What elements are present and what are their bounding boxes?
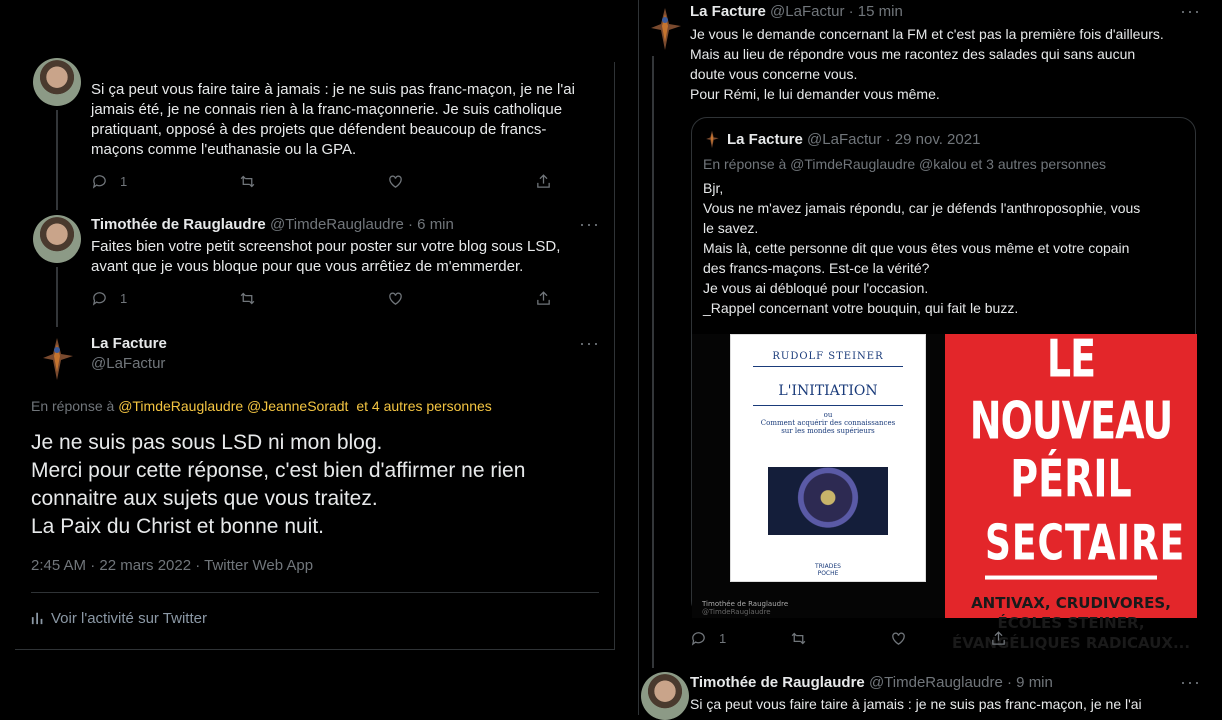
share-icon	[535, 173, 552, 190]
bird-logo-icon	[702, 129, 722, 149]
thread-line	[56, 110, 58, 210]
view-activity-label: Voir l'activité sur Twitter	[51, 610, 207, 627]
book-publisher: TRIADES	[815, 563, 841, 570]
tweet-actions	[91, 290, 683, 307]
quoted-header	[727, 130, 980, 150]
text-line: connaitre aux sujets que vous traitez.	[31, 487, 378, 510]
more-options-icon[interactable]: ···	[1180, 672, 1201, 692]
share-icon	[990, 630, 1007, 647]
quoted-tweet[interactable]	[691, 117, 1196, 652]
book-subtitle: ou	[823, 411, 833, 419]
book-subtitle: ÉVANGÉLIQUES RADICAUX...	[951, 634, 1191, 652]
mini-tweet-footer	[702, 600, 788, 616]
tweet-header	[91, 334, 167, 374]
reply-button[interactable]	[91, 290, 239, 307]
reply-prefix: En réponse à	[31, 398, 115, 414]
divider	[753, 366, 903, 367]
like-button[interactable]	[890, 630, 990, 647]
author-name[interactable]: Timothée de Rauglaudre	[91, 216, 266, 233]
tweet-time[interactable]: · 9 min	[1007, 674, 1053, 691]
more-options-icon[interactable]: ···	[579, 214, 600, 234]
book-title-line: SECTAIRE	[985, 513, 1157, 579]
text-line: Mais là, cette personne dit que vous êtes vous même et votre copain	[703, 240, 1130, 256]
text-line: Pour Rémi, le lui demander vous même.	[690, 86, 940, 102]
heart-icon	[890, 630, 907, 647]
author-handle[interactable]: @LaFactur	[91, 355, 166, 372]
like-button[interactable]	[387, 173, 535, 190]
reply-context: En réponse à @TimdeRauglaudre @kalou et 3 autres personnes	[703, 156, 1107, 172]
conversation-left-panel	[15, 62, 615, 650]
divider	[753, 405, 903, 406]
reply-count: 1	[120, 174, 128, 189]
share-icon	[535, 290, 552, 307]
text-line: _Rappel concernant votre bouquin, qui fait le buzz.	[703, 300, 1019, 316]
tweet-text: Faites bien votre petit screenshot pour poster sur votre blog sous LSD, avant que je vous bloque pour que vous arrêtiez de m'emmerder.	[91, 238, 561, 275]
book-title-line: PÉRIL	[1010, 449, 1132, 509]
reply-mentions[interactable]: @TimdeRauglaudre @JeanneSoradt	[118, 398, 349, 414]
tweet-time[interactable]: · 6 min	[408, 216, 454, 233]
reply-context	[31, 396, 492, 416]
tweet-text: Si ça peut vous faire taire à jamais : je ne suis pas franc-maçon, je ne l'ai jamais été, je ne connais rien à la franc-maçonnerie. Je suis catholique pratiquant, opposé à des projets que défendent beaucoup de francs-maçons comme l'euthanasie ou la GPA.	[91, 81, 575, 158]
avatar[interactable]	[33, 215, 81, 263]
text-line: Merci pour cette réponse, c'est bien d'affirmer ne rien	[31, 459, 526, 482]
author-name[interactable]: Timothée de Rauglaudre	[690, 674, 865, 691]
book-author: RUDOLF STEINER	[772, 351, 884, 362]
heart-icon	[387, 173, 404, 190]
quoted-text	[703, 178, 1193, 318]
avatar[interactable]	[641, 672, 689, 720]
retweet-icon	[239, 290, 256, 307]
book-cover-steiner	[730, 334, 926, 582]
quoted-image-2[interactable]	[945, 329, 1197, 652]
reply-icon	[91, 173, 108, 190]
analytics-icon	[31, 611, 45, 625]
retweet-button[interactable]	[790, 630, 890, 647]
author-name[interactable]: La Facture	[91, 335, 167, 352]
book-subtitle: ÉCOLES STEINER,	[997, 614, 1145, 632]
text-line: Je vous le demande concernant la FM et c'est pas la première fois d'ailleurs.	[690, 26, 1164, 42]
text-line: doute vous concerne vous.	[690, 66, 858, 82]
avatar[interactable]	[641, 4, 689, 52]
reply-icon	[690, 630, 707, 647]
tweet-meta[interactable]: 2:45 AM · 22 mars 2022 · Twitter Web App	[31, 557, 314, 574]
tweet-header	[690, 673, 1053, 693]
reply-others[interactable]: et 4 autres personnes	[356, 398, 492, 414]
retweet-button[interactable]	[239, 173, 387, 190]
main-tweet-text	[31, 429, 601, 541]
book-subtitle: ANTIVAX, CRUDIVORES,	[971, 594, 1171, 612]
share-button[interactable]	[990, 630, 1090, 647]
conversation-right-panel	[638, 0, 1222, 715]
view-activity-link[interactable]	[31, 609, 207, 629]
text-line: des francs-maçons. Est-ce la vérité?	[703, 260, 930, 276]
text-line: Bjr,	[703, 180, 724, 196]
reply-button[interactable]	[690, 630, 790, 647]
author-handle[interactable]: @TimdeRauglaudre	[868, 674, 1003, 691]
reply-icon	[91, 290, 108, 307]
mini-name: Timothée de Rauglaudre	[702, 600, 789, 608]
text-line: Je ne suis pas sous LSD ni mon blog.	[31, 431, 383, 454]
book-publisher: POCHE	[817, 570, 839, 577]
reply-count: 1	[719, 631, 727, 646]
bird-logo-icon	[641, 4, 689, 52]
text-line: La Paix du Christ et bonne nuit.	[31, 515, 325, 538]
mini-handle: @TimdeRauglaudre	[702, 608, 771, 616]
text-line: Mais au lieu de répondre vous me racontez des salades qui sans aucun	[690, 46, 1136, 62]
book-subtitle: Comment acquérir des connaissances	[760, 419, 896, 427]
reply-button[interactable]	[91, 173, 239, 190]
tweet-header	[690, 2, 903, 22]
divider	[31, 592, 599, 593]
author-handle[interactable]: @TimdeRauglaudre	[269, 216, 404, 233]
book-title: L'INITIATION	[778, 383, 878, 399]
text-line: Vous ne m'avez jamais répondu, car je défends l'anthroposophie, vous	[703, 200, 1141, 216]
book-title-line: LE NOUVEAU	[969, 329, 1173, 451]
more-options-icon[interactable]: ···	[579, 333, 600, 353]
tweet-actions	[690, 630, 1090, 647]
heart-icon	[387, 290, 404, 307]
retweet-icon	[239, 173, 256, 190]
author-name[interactable]: La Facture	[690, 3, 766, 20]
bird-logo-icon	[33, 334, 81, 382]
author-handle: @LaFactur	[807, 131, 882, 148]
like-button[interactable]	[387, 290, 535, 307]
tweet-time[interactable]: · 15 min	[848, 3, 903, 20]
author-name: La Facture	[727, 131, 803, 148]
reply-count: 1	[120, 291, 128, 306]
text-line: le savez.	[703, 220, 759, 236]
text-line: Je vous ai débloqué pour l'occasion.	[703, 280, 929, 296]
thread-line	[56, 267, 58, 327]
avatar[interactable]	[33, 58, 81, 106]
more-options-icon[interactable]: ···	[1180, 1, 1201, 21]
thread-line	[652, 56, 654, 668]
retweet-icon	[790, 630, 807, 647]
book-artwork	[768, 467, 888, 535]
tweet-text: Si ça peut vous faire taire à jamais : je ne suis pas franc-maçon, je ne l'ai	[690, 696, 1142, 712]
tweet-time: · 29 nov. 2021	[885, 131, 981, 148]
tweet-actions	[91, 173, 683, 190]
book-subtitle: sur les mondes supérieurs	[781, 427, 875, 435]
avatar[interactable]	[33, 334, 81, 382]
retweet-button[interactable]	[239, 290, 387, 307]
author-handle[interactable]: @LaFactur	[770, 3, 845, 20]
tweet-header	[91, 215, 454, 235]
tweet-text	[690, 24, 1210, 104]
